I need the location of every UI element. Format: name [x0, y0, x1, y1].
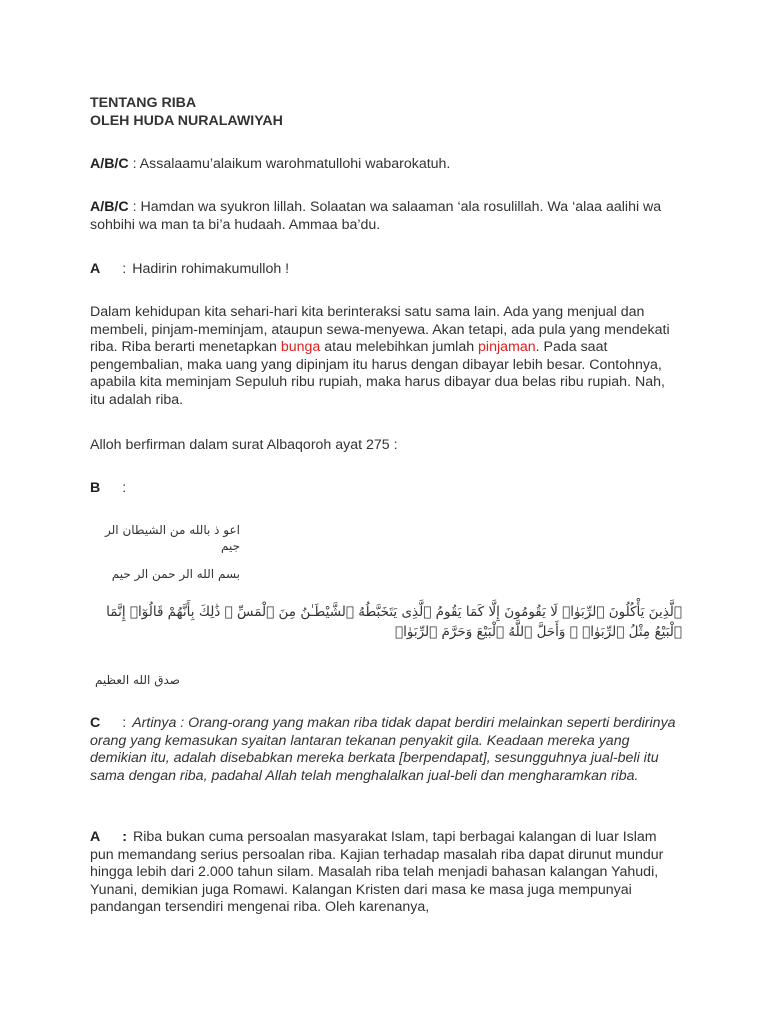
separator: :: [122, 480, 127, 496]
separator: :: [128, 199, 141, 215]
paragraph-text: Artinya : Orang-orang yang makan riba tidak dapat berdiri melainkan seperti berdirinya orang yang kemasukan syaitan lantaran tekanan penyakit gila. Keadaan mereka yang demikian itu, adalah disebabkan mereka berkata [berpendapat], sesungguhnya jual-beli itu sama dengan riba, padahal Allah telah menghalalkan jual-beli dan mengharamkan riba.: [90, 715, 676, 784]
document-title: [90, 95, 680, 130]
title-line-2: OLEH HUDA NURALAWIYAH: [90, 112, 283, 129]
separator: :: [122, 261, 127, 277]
arabic-closing: صدق الله العظيم: [94, 673, 180, 687]
paragraph-riba-history: [90, 829, 680, 917]
paragraph-text: Hamdan wa syukron lillah. Solaatan wa salaaman ‘ala rosulillah. Wa ‘alaa aalihi wa sohbihi wa man ta bi’a hudaah. Ammaa ba’du.: [90, 199, 662, 233]
separator: :: [128, 156, 140, 172]
paragraph-hadirin: [90, 261, 680, 279]
link-bunga[interactable]: bunga: [280, 339, 321, 355]
paragraph-riba-definition: [90, 304, 680, 409]
paragraph-text: Hadirin rohimakumulloh !: [132, 261, 290, 277]
paragraph-text: Assalaamu’alaikum warohmatullohi wabarokatuh.: [139, 156, 451, 172]
paragraph-text: Riba bukan cuma persoalan masyarakat Islam, tapi berbagai kalangan di luar Islam pun memandang serius persoalan riba. Kajian terhadap masalah riba dapat dirunut mundur hingga lebih dari 2.000 tahun silam. Masalah riba telah menjadi bahasan kalangan Yahudi, Yunani, demikian juga Romawi. Kalangan Kristen dari masa ke masa juga mempunyai pandangan tersendiri mengenai riba. Oleh karenanya,: [90, 829, 664, 915]
speaker-label: A/B/C: [90, 156, 129, 172]
arabic-taawudz: اعو ذ بالله من الشيطان الر جيم: [105, 523, 240, 553]
speaker-label: C: [90, 715, 101, 731]
paragraph-text: Dalam kehidupan kita sehari-hari kita berinteraksi satu sama lain. Ada yang menjual dan membeli, pinjam-meminjam, ataupun sewa-menyewa. Akan tetapi, ada pula yang mendekati riba. Riba berarti menetapkan: [90, 304, 670, 355]
paragraph-opening: [90, 199, 680, 234]
paragraph-text: atau melebihkan jumlah: [320, 339, 479, 355]
paragraph-text: . Pada saat pengembalian, maka uang yang dipinjam itu harus dengan dibayar lebih besar. Contohnya, apabila kita meminjam Sepuluh ribu rupiah, maka harus dibayar dua belas ribu rupiah. Nah, itu adalah riba.: [90, 339, 665, 408]
speaker-label: B: [90, 480, 101, 496]
arabic-verse: ٱلَّذِينَ يَأْكُلُونَ ٱلرِّبَوٰا۟ لَا يَقُومُونَ إِلَّا كَمَا يَقُومُ ٱلَّذِى يَتَخَبَّطُهُ ٱلشَّيْطَـٰنُ مِنَ ٱلْمَسِّ ۚ ذَٰلِكَ بِأَنَّهُمْ قَالُوٓا۟ إِنَّمَا ٱلْبَيْعُ مِثْلُ ٱلرِّبَوٰا۟ ۗ وَأَحَلَّ ٱللَّهُ ٱلْبَيْعَ وَحَرَّمَ ٱلرِّبَوٰا۟: [106, 604, 682, 640]
paragraph-text: Alloh berfirman dalam surat Albaqoroh ayat 275 :: [90, 437, 398, 453]
arabic-basmalah: بسم الله الر حمن الر حيم: [111, 567, 240, 581]
separator: :: [122, 715, 127, 731]
speaker-label: A: [90, 261, 101, 277]
paragraph-firman: [90, 437, 680, 455]
title-line-1: TENTANG RIBA: [90, 95, 197, 111]
speaker-label: A/B/C: [90, 199, 129, 215]
speaker-label: A: [90, 829, 101, 845]
paragraph-greeting: [90, 156, 680, 174]
paragraph-translation: [90, 715, 680, 785]
link-pinjaman[interactable]: pinjaman: [478, 339, 536, 355]
paragraph-speaker-b: [90, 480, 680, 498]
separator: :: [122, 829, 127, 845]
